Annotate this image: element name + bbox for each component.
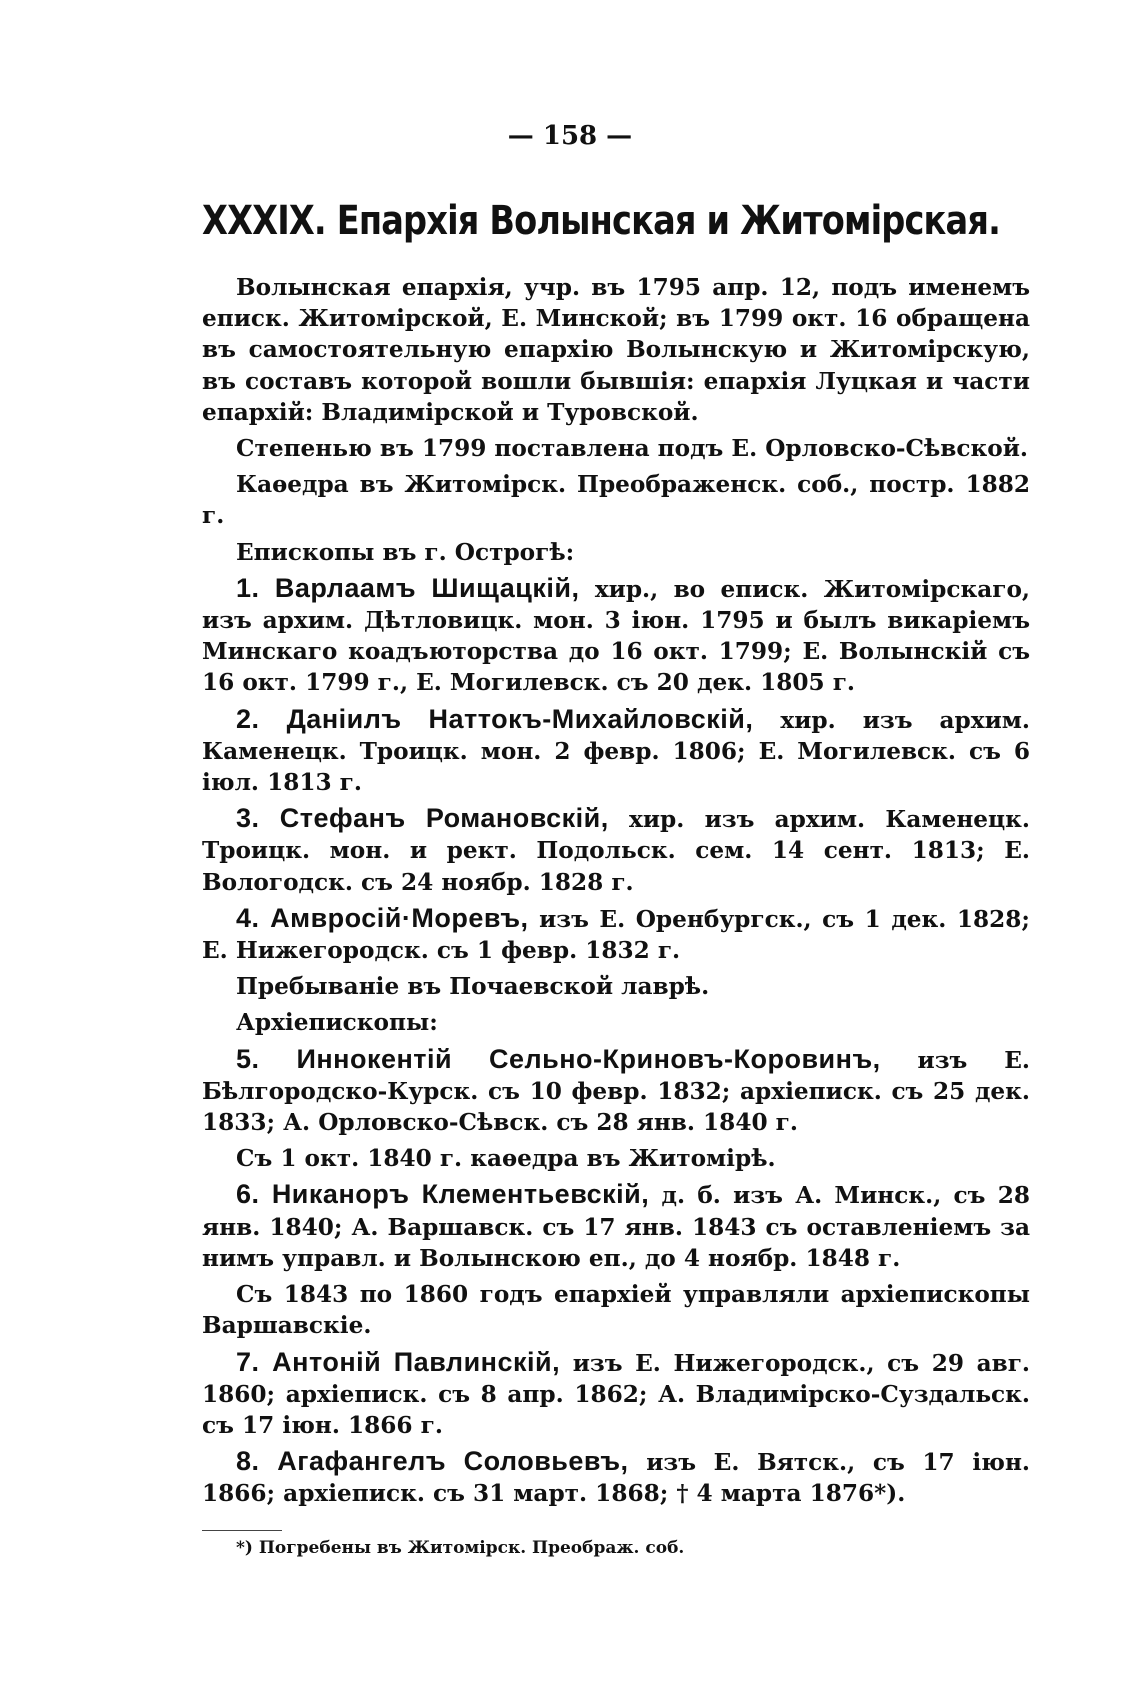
note-line: Съ 1 окт. 1840 г. каѳедра въ Житомірѣ.	[236, 1145, 776, 1173]
bishop-entry: 8. Агафангелъ Соловьевъ, изъ Е. Вятск., съ 17 іюн. 1866; архіеписк. съ 31 март. 1868; † 4 марта 1876*).	[202, 1446, 1030, 1508]
bishop-entry: 7. Антоній Павлинскій, изъ Е. Нижегородск., съ 29 авг. 1860; архіеписк. съ 8 апр. 1862; А. Владимірско-Суздальск. съ 17 іюн. 1866 г.	[202, 1346, 1030, 1439]
footnote-divider	[202, 1530, 282, 1531]
intro-paragraph: Волынская епархія, учр. въ 1795 апр. 12, подъ именемъ еписк. Житомірской, Е. Минской; въ 1799 окт. 16 обращена въ самостоятельную епархію Волынскую и Житомірскую, въ составъ которой вошли бывшія: епархія Луцкая и части епархій: Владимірской и Туровской.	[202, 274, 1030, 426]
section-heading: Архіепископы:	[236, 1009, 438, 1037]
bishop-entry: 6. Никаноръ Клементьевскій, д. б. изъ А. Минск., съ 28 янв. 1840; А. Варшавск. съ 17 янв. 1843 съ оставленіемъ за нимъ управл. и Волынскою еп., до 4 ноябр. 1848 г.	[202, 1179, 1030, 1272]
bishop-entry: 1. Варлаамъ Шищацкій, хир., во еписк. Житомірскаго, изъ архим. Дѣтловицк. мон. 3 іюн. 1795 и былъ викаріемъ Минскаго коадъюторства до 16 окт. 1799; Е. Волынскій съ 16 окт. 1799 г., Е. Могилевск. съ 20 дек. 1805 г.	[202, 572, 1030, 697]
bishop-entry: 3. Стефанъ Романовскій, хир. изъ архим. Каменецк. Троицк. мон. и рект. Подольск. сем. 14 сент. 1813; Е. Вологодск. съ 24 ноябр. 1828 г.	[202, 803, 1031, 896]
note-line: Съ 1843 по 1860 годъ епархіей управляли архіепископы Варшавскіе.	[202, 1281, 1030, 1340]
bishop-entry: 5. Иннокентій Сельно-Криновъ-Коровинъ, изъ Е. Бѣлгородско-Курск. съ 10 февр. 1832; архіеписк. съ 25 дек. 1833; А. Орловско-Сѣвск. съ 28 янв. 1840 г.	[202, 1043, 1030, 1137]
intro-paragraph: Степенью въ 1799 поставлена подъ Е. Орловско-Сѣвской.	[236, 435, 1028, 463]
page-number: — 158 —	[507, 121, 633, 151]
note-line: Пребываніе въ Почаевской лаврѣ.	[236, 973, 710, 1001]
bishop-entry: 4. Амвросій·Моревъ, изъ Е. Оренбургск., съ 1 дек. 1828; Е. Нижегородск. съ 1 февр. 1832 г.	[202, 902, 1030, 965]
footnote: *) Погребены въ Житомірск. Преображ. соб.	[236, 1538, 685, 1558]
bishop-entry: 2. Даніилъ Наттокъ-Михайловскій, хир. изъ архим. Каменецк. Троицк. мон. 2 февр. 1806; Е. Могилевск. съ 6 іюл. 1813 г.	[202, 703, 1030, 797]
intro-paragraph: Каѳедра въ Житомірск. Преображенск. соб., постр. 1882 г.	[202, 471, 1030, 530]
chapter-title: XXXIX. Епархія Волынская и Житомірская.	[202, 198, 1000, 244]
intro-paragraph: Епископы въ г. Острогѣ:	[236, 538, 575, 566]
main-text	[202, 272, 1030, 1515]
